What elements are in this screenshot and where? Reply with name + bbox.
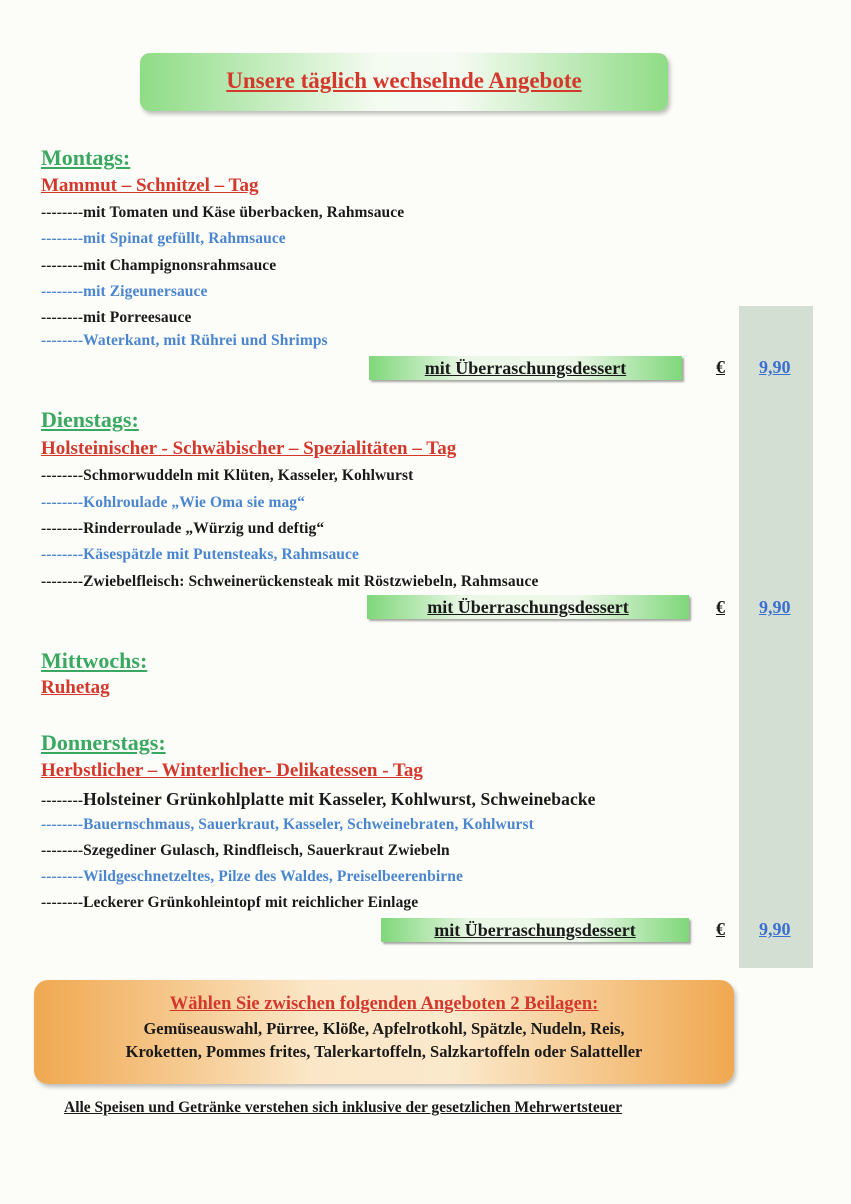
thursday-heading: Donnerstags: [41, 730, 166, 755]
wednesday-theme: Ruhetag [41, 677, 110, 698]
dessert-label-thursday: mit Überraschungsdessert [381, 918, 689, 942]
euro-sign: € [716, 597, 725, 617]
menu-item: --------mit Zigeunersauce [41, 283, 208, 300]
menu-item: --------Kohlroulade „Wie Oma sie mag“ [41, 494, 306, 511]
menu-item: --------mit Champignonsrahmsauce [41, 257, 277, 274]
dessert-label-tuesday: mit Überraschungsdessert [367, 595, 689, 619]
menu-item: --------mit Spinat gefüllt, Rahmsauce [41, 230, 286, 247]
euro-sign: € [716, 357, 725, 377]
sides-line-2: Kroketten, Pommes frites, Talerkartoffeln, Salzkartoffeln oder Salatteller [125, 1042, 643, 1061]
menu-item: --------Käsespätzle mit Putensteaks, Rahmsauce [41, 546, 359, 563]
tuesday-theme: Holsteinischer - Schwäbischer – Spezialitäten – Tag [41, 438, 457, 459]
sides-box [34, 980, 734, 1084]
menu-item: --------Wildgeschnetzeltes, Pilze des Waldes, Preiselbeerenbirne [41, 868, 463, 885]
menu-item: --------mit Tomaten und Käse überbacken, Rahmsauce [41, 204, 405, 221]
menu-item: --------Rinderroulade „Würzig und deftig“ [41, 520, 325, 537]
menu-item: --------Schmorwuddeln mit Klüten, Kasseler, Kohlwurst [41, 467, 414, 484]
thursday-theme: Herbstlicher – Winterlicher- Delikatessen - Tag [41, 760, 423, 781]
price-thursday: 9,90 [759, 919, 791, 939]
menu-item: --------Holsteiner Grünkohlplatte mit Kasseler, Kohlwurst, Schweinebacke [41, 789, 596, 809]
euro-sign: € [716, 919, 725, 939]
tuesday-heading: Dienstags: [41, 407, 139, 432]
sides-line-1: Gemüseauswahl, Pürree, Klöße, Apfelrotkohl, Spätzle, Nudeln, Reis, [143, 1019, 625, 1038]
menu-item: --------Zwiebelfleisch: Schweinerückensteak mit Röstzwiebeln, Rahmsauce [41, 573, 539, 590]
vat-note: Alle Speisen und Getränke verstehen sich inklusive der gesetzlichen Mehrwertsteuer [64, 1099, 623, 1116]
sides-title: Wählen Sie zwischen folgenden Angeboten 2 Beilagen: [169, 994, 599, 1014]
page-title: Unsere täglich wechselnde Angebote [226, 68, 582, 93]
monday-theme: Mammut – Schnitzel – Tag [41, 175, 259, 196]
price-tuesday: 9,90 [759, 597, 791, 617]
menu-item: --------Szegediner Gulasch, Rindfleisch, Sauerkraut Zwiebeln [41, 842, 450, 859]
monday-heading: Montags: [41, 145, 131, 170]
header-banner [140, 53, 668, 111]
menu-item: --------Bauernschmaus, Sauerkraut, Kasseler, Schweinebraten, Kohlwurst [41, 816, 534, 833]
menu-item: --------Waterkant, mit Rührei und Shrimps [41, 332, 328, 349]
wednesday-heading: Mittwochs: [41, 648, 148, 673]
dessert-label-monday: mit Überraschungsdessert [369, 356, 682, 380]
menu-item: --------Leckerer Grünkohleintopf mit reichlicher Einlage [41, 894, 419, 911]
price-monday: 9,90 [759, 357, 791, 377]
menu-item: --------mit Porreesauce [41, 309, 192, 326]
price-column [739, 306, 813, 968]
